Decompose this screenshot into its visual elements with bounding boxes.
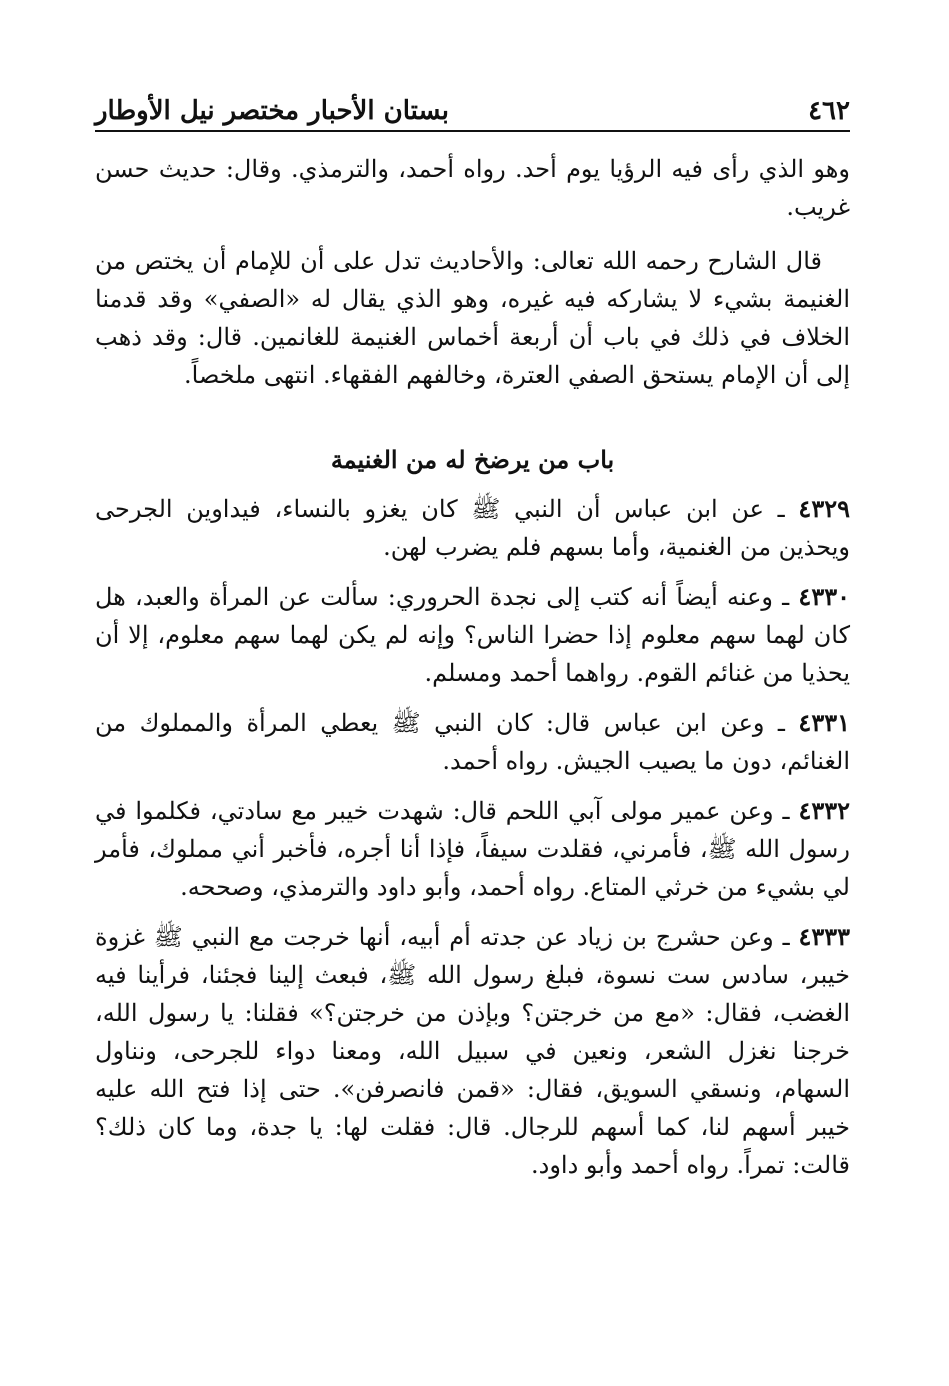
hadith-number: ٤٣٣٣ [798, 922, 851, 951]
hadith-entry [95, 792, 850, 906]
hadith-number: ٤٣٣٢ [798, 796, 850, 825]
hadith-text: ـ وعن حشرج بن زياد عن جدته أم أبيه، أنها خرجت مع النبي ﷺ غزوة خيبر، سادس ست نسوة، فبلغ رسول الله ﷺ، فبعث إلينا فجئنا، فرأينا فيه الغضب، فقال: «مع من خرجتن؟ وبإذن من خرجتن؟» فقلنا: يا رسول الله، خرجنا نغزل الشعر، ونعين في سبيل الله، ومعنا دواء للجرحى، ونناول السهام، ونسقي السويق، فقال: «قمن فانصرفن». حتى إذا فتح الله عليه خيبر أسهم لنا، كما أسهم للرجال. قال: فقلت لها: يا جدة، وما كان ذلك؟ قالت: تمراً. رواه أحمد وأبو داود. [95, 923, 850, 1179]
page-number: ٤٦٢ [808, 96, 850, 126]
hadith-entry [95, 918, 850, 1184]
hadith-number: ٤٣٣١ [798, 708, 850, 737]
hadith-text: ـ عن ابن عباس أن النبي ﷺ كان يغزو بالنساء، فيداوين الجرحى ويحذين من الغنمية، وأما بسهم فلم يضرب لهن. [95, 495, 850, 561]
hadith-entry [95, 578, 850, 692]
intro-paragraph-1: وهو الذي رأى فيه الرؤيا يوم أحد. رواه أحمد، والترمذي. وقال: حديث حسن غريب. [95, 155, 850, 221]
hadith-entry [95, 704, 850, 780]
running-title: بستان الأحبار مختصر نيل الأوطار [95, 96, 449, 126]
hadith-text: ـ وعن ابن عباس قال: كان النبي ﷺ يعطي المرأة والمملوك من الغنائم، دون ما يصيب الجيش. رواه أحمد. [95, 709, 850, 775]
hadith-text: ـ وعنه أيضاً أنه كتب إلى نجدة الحروري: سألت عن المرأة والعبد، هل كان لهما سهم معلوم إذا حضرا الناس؟ وإنه لم يكن لهما سهم معلوم، إلا أن يحذيا من غنائم القوم. رواهما أحمد ومسلم. [95, 583, 850, 687]
hadith-entry [95, 490, 850, 566]
page-body [95, 150, 850, 1196]
section-title: باب من يرضخ له من الغنيمة [330, 445, 615, 474]
intro-paragraph-2: قال الشارح رحمه الله تعالى: والأحاديث تدل على أن للإمام أن يختص من الغنيمة بشيء لا يشاركه فيه غيره، وهو الذي يقال له «الصفي» وقد قدمنا الخلاف في ذلك في باب أن أربعة أخماس الغنيمة للغانمين. قال: وقد ذهب إلى أن الإمام يستحق الصفي العترة، وخالفهم الفقهاء. انتهى ملخصاً. [95, 247, 850, 389]
page-header [95, 82, 850, 132]
hadith-number: ٤٣٣٠ [798, 582, 850, 611]
hadith-text: ـ وعن عمير مولى آبي اللحم قال: شهدت خيبر مع سادتي، فكلموا في رسول الله ﷺ، فأمرني، فقلدت سيفاً، فإذا أنا أجره، فأخبر أني مملوك، فأمر لي بشيء من خرثي المتاع. رواه أحمد، وأبو داود والترمذي، وصححه. [95, 797, 850, 901]
hadith-number: ٤٣٢٩ [798, 494, 850, 523]
